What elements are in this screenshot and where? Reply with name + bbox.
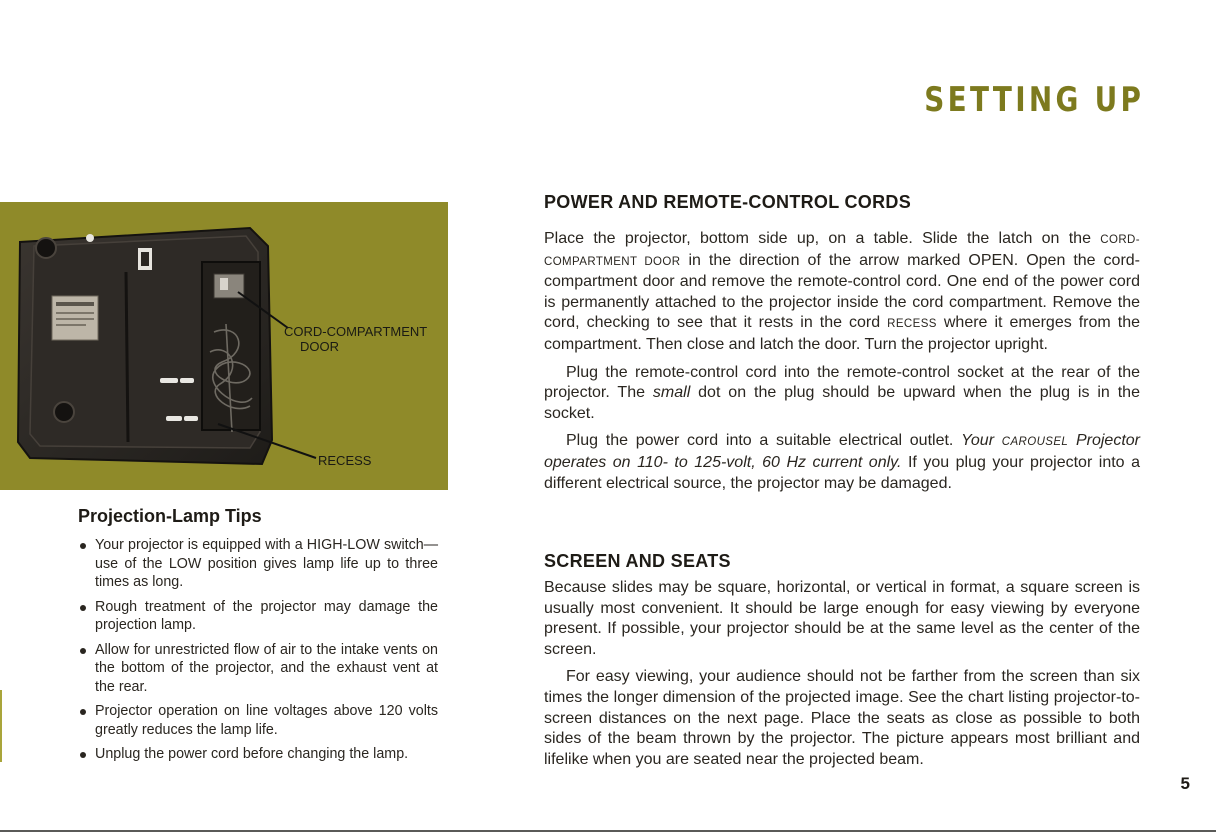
emphasis: small <box>652 384 691 402</box>
power-heading: POWER AND REMOTE-CONTROL CORDS <box>544 192 911 212</box>
compartment-latch <box>214 274 244 298</box>
power-paragraph-2 <box>544 363 1140 425</box>
tip-item: Your projector is equipped with a HIGH-LOW switch—use of the LOW position gives lamp life up to three times as long. <box>78 536 438 592</box>
projector-photo <box>0 202 448 490</box>
screen-paragraph-1: Because slides may be square, horizontal, or vertical in format, a square screen is usually most convenient. It should be large enough for easy viewing by everyone present. If possible, your projector should be at the same level as the center of the screen. <box>544 579 1140 658</box>
projector-illustration <box>0 202 448 490</box>
text-run: Place the projector, bottom side up, on a table. Slide the latch on the <box>544 230 1091 247</box>
text-run: in the direction of the arrow marked OPEN. Open the cord-compartment door and remove the remote-control cord. One end of the power cord is permanently attached to the projector inside the cord compartment. Remove the cord, checking to see that it rests in the cord <box>544 251 1140 332</box>
screen-section <box>544 551 1140 777</box>
tips-list <box>78 536 438 764</box>
text-run: where it emerges from the compartment. Then close and latch the door. Turn the projector upright. <box>544 314 1140 353</box>
text-run: dot on the plug should be upward when the plug is in the socket. <box>544 384 1140 422</box>
screen-heading: SCREEN AND SEATS <box>544 551 731 571</box>
door-label: DOOR <box>300 339 339 354</box>
tip-item: Unplug the power cord before changing the lamp. <box>78 745 438 764</box>
foot <box>54 402 74 422</box>
recess-label: RECESS <box>318 453 372 468</box>
tip-item: Allow for unrestricted flow of air to the intake vents on the bottom of the projector, and the exhaust vent at the rear. <box>78 641 438 697</box>
recess-term: RECESS <box>887 318 937 331</box>
text-run: If you plug your projector into a different electrical source, the projector may be damaged. <box>544 453 1140 492</box>
foot <box>36 238 56 258</box>
screen-paragraph-2: For easy viewing, your audience should not be farther from the screen than six times the longer dimension of the projected image. See the chart listing projector-to-screen distances on the next page. Place the seats as close as possible to both sides of the beam thrown by the projector. The picture appears most brilliant and lifelike when you are seated near the projected beam. <box>544 668 1140 768</box>
power-paragraph-3 <box>544 431 1140 494</box>
brand-name: CAROUSEL <box>1001 436 1069 449</box>
tip-item: Rough treatment of the projector may damage the projection lamp. <box>78 598 438 635</box>
page-edge-mark <box>0 690 2 762</box>
page-title: SETTING UP <box>924 80 1144 120</box>
tip-item: Projector operation on line voltages above 120 volts greatly reduces the lamp life. <box>78 702 438 739</box>
lamp-tips <box>78 506 438 770</box>
cord-compartment-label: CORD-COMPARTMENT <box>284 324 428 339</box>
tips-heading: Projection-Lamp Tips <box>78 506 262 526</box>
power-section <box>544 192 1140 501</box>
emphasis: Projector operates on 110- to 125-volt, 60 Hz current only. <box>544 432 1140 471</box>
bottom-rule <box>0 830 1216 832</box>
text-run: Plug the power cord into a suitable electrical outlet. <box>566 432 954 450</box>
cord-compartment-door-term: CORD-COMPARTMENT DOOR <box>544 234 1140 268</box>
emphasis: Your <box>961 432 995 450</box>
page-number: 5 <box>1180 774 1190 793</box>
text-run: Plug the remote-control cord into the remote-control socket at the rear of the projector. The <box>544 363 1140 402</box>
power-paragraph-1 <box>544 229 1140 356</box>
